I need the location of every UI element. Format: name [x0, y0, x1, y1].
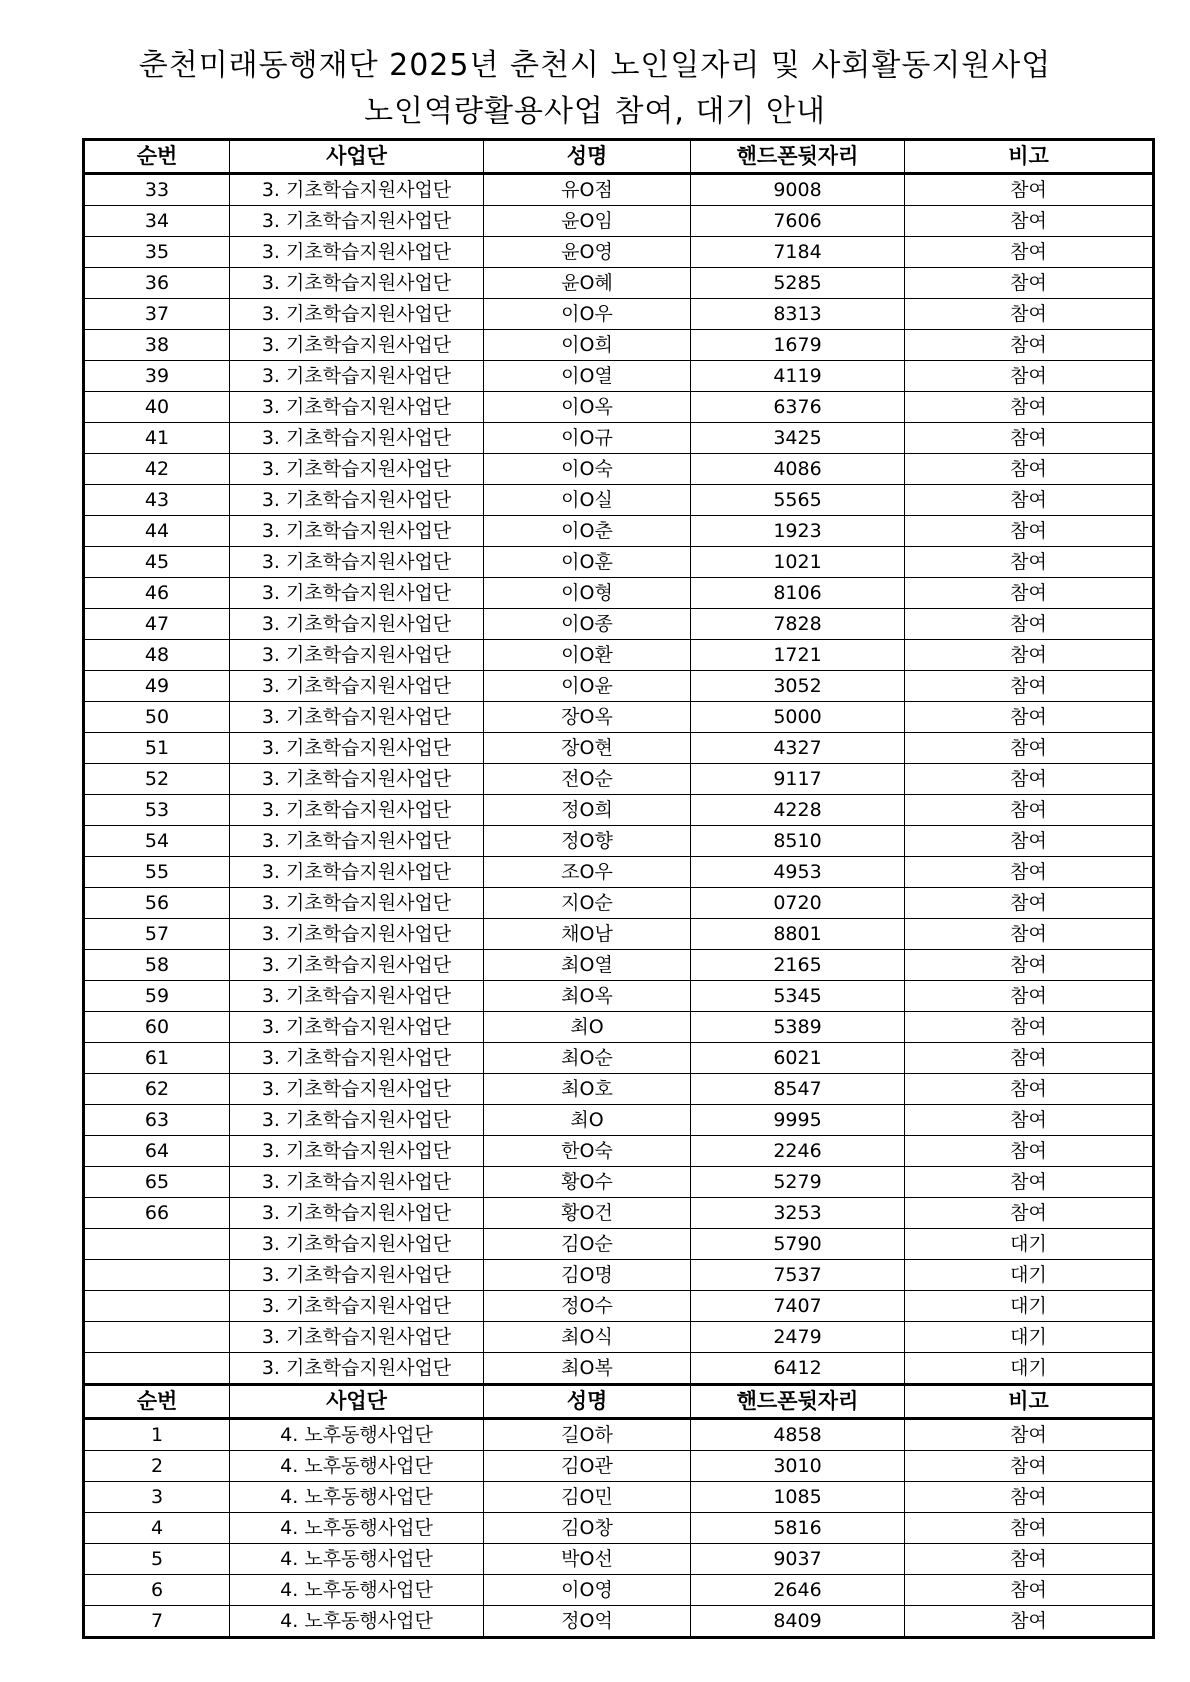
column-header-row-number: 순번	[84, 140, 230, 174]
name-cell: 최O순	[484, 1043, 691, 1074]
table-row	[84, 1606, 1154, 1638]
status-cell: 참여	[905, 392, 1154, 423]
name-cell: 윤O혜	[484, 268, 691, 299]
row-number-cell: 58	[84, 950, 230, 981]
project-team-cell: 3. 기초학습지원사업단	[230, 206, 484, 237]
row-number-cell: 42	[84, 454, 230, 485]
table-row	[84, 1260, 1154, 1291]
status-cell: 참여	[905, 578, 1154, 609]
table-row	[84, 919, 1154, 950]
name-cell: 이O우	[484, 299, 691, 330]
phone-last-digits-cell: 4953	[691, 857, 905, 888]
row-number-cell: 49	[84, 671, 230, 702]
table-row	[84, 174, 1154, 206]
status-cell: 참여	[905, 950, 1154, 981]
name-cell: 최O	[484, 1012, 691, 1043]
table-row	[84, 640, 1154, 671]
table-row	[84, 1482, 1154, 1513]
phone-last-digits-cell: 4327	[691, 733, 905, 764]
document-title: 춘천미래동행재단 2025년 춘천시 노인일자리 및 사회활동지원사업	[138, 48, 1052, 83]
phone-last-digits-cell: 3253	[691, 1198, 905, 1229]
phone-last-digits-cell: 6376	[691, 392, 905, 423]
name-cell: 김O명	[484, 1260, 691, 1291]
phone-last-digits-cell: 7828	[691, 609, 905, 640]
row-number-cell: 50	[84, 702, 230, 733]
name-cell: 길O하	[484, 1419, 691, 1451]
phone-last-digits-cell: 8801	[691, 919, 905, 950]
phone-last-digits-cell: 4119	[691, 361, 905, 392]
name-cell: 이O춘	[484, 516, 691, 547]
status-cell: 참여	[905, 1074, 1154, 1105]
phone-last-digits-cell: 9008	[691, 174, 905, 206]
name-cell: 이O실	[484, 485, 691, 516]
status-cell: 참여	[905, 1419, 1154, 1451]
project-team-cell: 3. 기초학습지원사업단	[230, 485, 484, 516]
column-header-project-team: 사업단	[230, 140, 484, 174]
name-cell: 이O영	[484, 1575, 691, 1606]
row-number-cell: 65	[84, 1167, 230, 1198]
status-cell: 참여	[905, 1513, 1154, 1544]
table-row	[84, 1291, 1154, 1322]
phone-last-digits-cell: 2246	[691, 1136, 905, 1167]
phone-last-digits-cell: 8547	[691, 1074, 905, 1105]
phone-last-digits-cell: 8510	[691, 826, 905, 857]
table-row	[84, 826, 1154, 857]
project-team-cell: 3. 기초학습지원사업단	[230, 888, 484, 919]
phone-last-digits-cell: 3010	[691, 1451, 905, 1482]
row-number-cell: 45	[84, 547, 230, 578]
status-cell: 참여	[905, 702, 1154, 733]
phone-last-digits-cell: 5000	[691, 702, 905, 733]
row-number-cell: 37	[84, 299, 230, 330]
table-row	[84, 888, 1154, 919]
project-team-cell: 3. 기초학습지원사업단	[230, 516, 484, 547]
table-row	[84, 1544, 1154, 1575]
row-number-cell	[84, 1229, 230, 1260]
name-cell: 장O옥	[484, 702, 691, 733]
status-cell: 참여	[905, 609, 1154, 640]
row-number-cell: 56	[84, 888, 230, 919]
status-cell: 참여	[905, 671, 1154, 702]
table-row	[84, 1074, 1154, 1105]
status-cell: 참여	[905, 268, 1154, 299]
column-header-phone-last-digits: 핸드폰뒷자리	[691, 140, 905, 174]
status-cell: 참여	[905, 516, 1154, 547]
table-row	[84, 392, 1154, 423]
status-cell: 참여	[905, 826, 1154, 857]
phone-last-digits-cell: 5565	[691, 485, 905, 516]
name-cell: 이O환	[484, 640, 691, 671]
table-row	[84, 1451, 1154, 1482]
name-cell: 박O선	[484, 1544, 691, 1575]
status-cell: 참여	[905, 1136, 1154, 1167]
status-cell: 참여	[905, 888, 1154, 919]
column-header-name: 성명	[484, 1385, 691, 1419]
table-row	[84, 764, 1154, 795]
status-cell: 참여	[905, 174, 1154, 206]
table-row	[84, 361, 1154, 392]
project-team-cell: 3. 기초학습지원사업단	[230, 330, 484, 361]
row-number-cell: 41	[84, 423, 230, 454]
project-team-cell: 3. 기초학습지원사업단	[230, 826, 484, 857]
name-cell: 이O숙	[484, 454, 691, 485]
status-cell: 참여	[905, 1198, 1154, 1229]
name-cell: 최O호	[484, 1074, 691, 1105]
name-cell: 이O희	[484, 330, 691, 361]
phone-last-digits-cell: 2479	[691, 1322, 905, 1353]
project-team-cell: 3. 기초학습지원사업단	[230, 764, 484, 795]
row-number-cell: 40	[84, 392, 230, 423]
project-team-cell: 3. 기초학습지원사업단	[230, 361, 484, 392]
status-cell: 대기	[905, 1353, 1154, 1385]
project-team-cell: 4. 노후동행사업단	[230, 1575, 484, 1606]
project-team-cell: 3. 기초학습지원사업단	[230, 919, 484, 950]
row-number-cell: 54	[84, 826, 230, 857]
project-team-cell: 3. 기초학습지원사업단	[230, 702, 484, 733]
phone-last-digits-cell: 1923	[691, 516, 905, 547]
phone-last-digits-cell: 2646	[691, 1575, 905, 1606]
phone-last-digits-cell: 1721	[691, 640, 905, 671]
project-team-cell: 3. 기초학습지원사업단	[230, 640, 484, 671]
row-number-cell	[84, 1291, 230, 1322]
project-team-cell: 4. 노후동행사업단	[230, 1544, 484, 1575]
name-cell: 김O창	[484, 1513, 691, 1544]
project-team-cell: 3. 기초학습지원사업단	[230, 454, 484, 485]
table-row	[84, 1105, 1154, 1136]
column-header-phone-last-digits: 핸드폰뒷자리	[691, 1385, 905, 1419]
status-cell: 참여	[905, 981, 1154, 1012]
phone-last-digits-cell: 1679	[691, 330, 905, 361]
row-number-cell: 2	[84, 1451, 230, 1482]
status-cell: 참여	[905, 1544, 1154, 1575]
project-team-cell: 3. 기초학습지원사업단	[230, 1074, 484, 1105]
name-cell: 황O건	[484, 1198, 691, 1229]
phone-last-digits-cell: 8106	[691, 578, 905, 609]
project-team-cell: 4. 노후동행사업단	[230, 1482, 484, 1513]
name-cell: 김O순	[484, 1229, 691, 1260]
phone-last-digits-cell: 4858	[691, 1419, 905, 1451]
phone-last-digits-cell: 7184	[691, 237, 905, 268]
row-number-cell: 60	[84, 1012, 230, 1043]
phone-last-digits-cell: 1021	[691, 547, 905, 578]
status-cell: 대기	[905, 1260, 1154, 1291]
name-cell: 이O형	[484, 578, 691, 609]
row-number-cell: 51	[84, 733, 230, 764]
name-cell: 채O남	[484, 919, 691, 950]
name-cell: 장O현	[484, 733, 691, 764]
project-team-cell: 3. 기초학습지원사업단	[230, 1291, 484, 1322]
row-number-cell: 44	[84, 516, 230, 547]
phone-last-digits-cell: 5345	[691, 981, 905, 1012]
status-cell: 참여	[905, 485, 1154, 516]
phone-last-digits-cell: 1085	[691, 1482, 905, 1513]
project-team-cell: 3. 기초학습지원사업단	[230, 1353, 484, 1385]
name-cell: 이O열	[484, 361, 691, 392]
table-row	[84, 950, 1154, 981]
phone-last-digits-cell: 7606	[691, 206, 905, 237]
phone-last-digits-cell: 9117	[691, 764, 905, 795]
name-cell: 이O종	[484, 609, 691, 640]
name-cell: 정O향	[484, 826, 691, 857]
status-cell: 참여	[905, 547, 1154, 578]
table-row	[84, 671, 1154, 702]
project-team-cell: 3. 기초학습지원사업단	[230, 857, 484, 888]
row-number-cell: 64	[84, 1136, 230, 1167]
project-team-cell: 3. 기초학습지원사업단	[230, 1105, 484, 1136]
status-cell: 참여	[905, 1451, 1154, 1482]
phone-last-digits-cell: 7407	[691, 1291, 905, 1322]
phone-last-digits-cell: 5279	[691, 1167, 905, 1198]
name-cell: 황O수	[484, 1167, 691, 1198]
table-row	[84, 609, 1154, 640]
table-row	[84, 578, 1154, 609]
table-row	[84, 1229, 1154, 1260]
project-team-cell: 3. 기초학습지원사업단	[230, 671, 484, 702]
phone-last-digits-cell: 6021	[691, 1043, 905, 1074]
table-row	[84, 1012, 1154, 1043]
table-row	[84, 299, 1154, 330]
phone-last-digits-cell: 6412	[691, 1353, 905, 1385]
document-subtitle: 노인역량활용사업 참여, 대기 안내	[364, 94, 826, 129]
project-team-cell: 3. 기초학습지원사업단	[230, 1167, 484, 1198]
row-number-cell: 63	[84, 1105, 230, 1136]
phone-last-digits-cell: 2165	[691, 950, 905, 981]
name-cell: 이O훈	[484, 547, 691, 578]
table-row	[84, 702, 1154, 733]
phone-last-digits-cell: 5389	[691, 1012, 905, 1043]
phone-last-digits-cell: 8409	[691, 1606, 905, 1638]
table-row	[84, 237, 1154, 268]
phone-last-digits-cell: 5816	[691, 1513, 905, 1544]
name-cell: 최O식	[484, 1322, 691, 1353]
project-team-cell: 3. 기초학습지원사업단	[230, 950, 484, 981]
column-header-row-number: 순번	[84, 1385, 230, 1419]
status-cell: 참여	[905, 857, 1154, 888]
name-cell: 정O억	[484, 1606, 691, 1638]
phone-last-digits-cell: 7537	[691, 1260, 905, 1291]
project-team-cell: 3. 기초학습지원사업단	[230, 174, 484, 206]
table-row	[84, 1136, 1154, 1167]
name-cell: 최O열	[484, 950, 691, 981]
table-row	[84, 268, 1154, 299]
status-cell: 참여	[905, 1575, 1154, 1606]
project-team-cell: 3. 기초학습지원사업단	[230, 299, 484, 330]
table-row	[84, 330, 1154, 361]
status-cell: 참여	[905, 330, 1154, 361]
name-cell: 한O숙	[484, 1136, 691, 1167]
name-cell: 최O복	[484, 1353, 691, 1385]
row-number-cell: 6	[84, 1575, 230, 1606]
project-team-cell: 3. 기초학습지원사업단	[230, 547, 484, 578]
table-row	[84, 795, 1154, 826]
table-row	[84, 1167, 1154, 1198]
project-team-cell: 4. 노후동행사업단	[230, 1451, 484, 1482]
row-number-cell: 33	[84, 174, 230, 206]
row-number-cell: 43	[84, 485, 230, 516]
column-header-name: 성명	[484, 140, 691, 174]
row-number-cell: 59	[84, 981, 230, 1012]
status-cell: 참여	[905, 1012, 1154, 1043]
phone-last-digits-cell: 3052	[691, 671, 905, 702]
name-cell: 최O	[484, 1105, 691, 1136]
status-cell: 참여	[905, 640, 1154, 671]
project-team-cell: 3. 기초학습지원사업단	[230, 1198, 484, 1229]
project-team-cell: 3. 기초학습지원사업단	[230, 981, 484, 1012]
table-row	[84, 1513, 1154, 1544]
row-number-cell	[84, 1322, 230, 1353]
project-team-cell: 3. 기초학습지원사업단	[230, 237, 484, 268]
project-team-cell: 3. 기초학습지원사업단	[230, 1043, 484, 1074]
row-number-cell: 5	[84, 1544, 230, 1575]
phone-last-digits-cell: 8313	[691, 299, 905, 330]
table-row	[84, 1575, 1154, 1606]
row-number-cell: 47	[84, 609, 230, 640]
project-team-cell: 4. 노후동행사업단	[230, 1513, 484, 1544]
row-number-cell: 53	[84, 795, 230, 826]
name-cell: 김O민	[484, 1482, 691, 1513]
project-team-cell: 3. 기초학습지원사업단	[230, 609, 484, 640]
status-cell: 참여	[905, 1043, 1154, 1074]
table-row	[84, 206, 1154, 237]
project-team-cell: 3. 기초학습지원사업단	[230, 733, 484, 764]
table-row	[84, 1198, 1154, 1229]
name-cell: 윤O임	[484, 206, 691, 237]
status-cell: 참여	[905, 733, 1154, 764]
name-cell: 윤O영	[484, 237, 691, 268]
name-cell: 전O순	[484, 764, 691, 795]
table-row	[84, 1043, 1154, 1074]
name-cell: 이O규	[484, 423, 691, 454]
status-cell: 참여	[905, 795, 1154, 826]
status-cell: 참여	[905, 1606, 1154, 1638]
row-number-cell: 52	[84, 764, 230, 795]
status-cell: 대기	[905, 1322, 1154, 1353]
name-cell: 유O점	[484, 174, 691, 206]
status-cell: 참여	[905, 361, 1154, 392]
row-number-cell: 57	[84, 919, 230, 950]
project-team-cell: 3. 기초학습지원사업단	[230, 1229, 484, 1260]
status-cell: 대기	[905, 1229, 1154, 1260]
table-row	[84, 547, 1154, 578]
row-number-cell: 3	[84, 1482, 230, 1513]
project-team-cell: 3. 기초학습지원사업단	[230, 1260, 484, 1291]
column-header-status: 비고	[905, 1385, 1154, 1419]
table-row	[84, 733, 1154, 764]
status-cell: 참여	[905, 237, 1154, 268]
name-cell: 조O우	[484, 857, 691, 888]
table-row	[84, 485, 1154, 516]
status-cell: 참여	[905, 1167, 1154, 1198]
name-cell: 정O수	[484, 1291, 691, 1322]
row-number-cell: 7	[84, 1606, 230, 1638]
row-number-cell: 38	[84, 330, 230, 361]
table-row	[84, 857, 1154, 888]
name-cell: 지O순	[484, 888, 691, 919]
name-cell: 정O희	[484, 795, 691, 826]
phone-last-digits-cell: 3425	[691, 423, 905, 454]
row-number-cell: 61	[84, 1043, 230, 1074]
status-cell: 참여	[905, 454, 1154, 485]
project-team-cell: 3. 기초학습지원사업단	[230, 1136, 484, 1167]
phone-last-digits-cell: 4086	[691, 454, 905, 485]
row-number-cell: 39	[84, 361, 230, 392]
phone-last-digits-cell: 9037	[691, 1544, 905, 1575]
table-row	[84, 423, 1154, 454]
project-team-cell: 3. 기초학습지원사업단	[230, 268, 484, 299]
phone-last-digits-cell: 5790	[691, 1229, 905, 1260]
name-cell: 이O옥	[484, 392, 691, 423]
project-team-cell: 3. 기초학습지원사업단	[230, 1012, 484, 1043]
project-team-cell: 3. 기초학습지원사업단	[230, 1322, 484, 1353]
row-number-cell	[84, 1353, 230, 1385]
participant-table	[82, 138, 1155, 1639]
row-number-cell: 34	[84, 206, 230, 237]
table-row	[84, 1419, 1154, 1451]
row-number-cell: 62	[84, 1074, 230, 1105]
phone-last-digits-cell: 9995	[691, 1105, 905, 1136]
row-number-cell: 55	[84, 857, 230, 888]
row-number-cell: 66	[84, 1198, 230, 1229]
row-number-cell: 46	[84, 578, 230, 609]
status-cell: 참여	[905, 1105, 1154, 1136]
table-header-row-1	[84, 140, 1154, 174]
row-number-cell: 48	[84, 640, 230, 671]
project-team-cell: 3. 기초학습지원사업단	[230, 423, 484, 454]
status-cell: 참여	[905, 1482, 1154, 1513]
name-cell: 최O옥	[484, 981, 691, 1012]
project-team-cell: 3. 기초학습지원사업단	[230, 795, 484, 826]
status-cell: 참여	[905, 206, 1154, 237]
status-cell: 참여	[905, 299, 1154, 330]
project-team-cell: 4. 노후동행사업단	[230, 1606, 484, 1638]
row-number-cell: 1	[84, 1419, 230, 1451]
phone-last-digits-cell: 5285	[691, 268, 905, 299]
table-row	[84, 1322, 1154, 1353]
column-header-project-team: 사업단	[230, 1385, 484, 1419]
row-number-cell: 36	[84, 268, 230, 299]
table-row	[84, 1353, 1154, 1385]
row-number-cell	[84, 1260, 230, 1291]
phone-last-digits-cell: 0720	[691, 888, 905, 919]
project-team-cell: 3. 기초학습지원사업단	[230, 578, 484, 609]
status-cell: 참여	[905, 423, 1154, 454]
row-number-cell: 35	[84, 237, 230, 268]
column-header-status: 비고	[905, 140, 1154, 174]
name-cell: 이O윤	[484, 671, 691, 702]
project-team-cell: 3. 기초학습지원사업단	[230, 392, 484, 423]
status-cell: 대기	[905, 1291, 1154, 1322]
table-row	[84, 516, 1154, 547]
table-row	[84, 981, 1154, 1012]
name-cell: 김O관	[484, 1451, 691, 1482]
project-team-cell: 4. 노후동행사업단	[230, 1419, 484, 1451]
phone-last-digits-cell: 4228	[691, 795, 905, 826]
table-header-row-2	[84, 1385, 1154, 1419]
table-row	[84, 454, 1154, 485]
row-number-cell: 4	[84, 1513, 230, 1544]
status-cell: 참여	[905, 919, 1154, 950]
status-cell: 참여	[905, 764, 1154, 795]
